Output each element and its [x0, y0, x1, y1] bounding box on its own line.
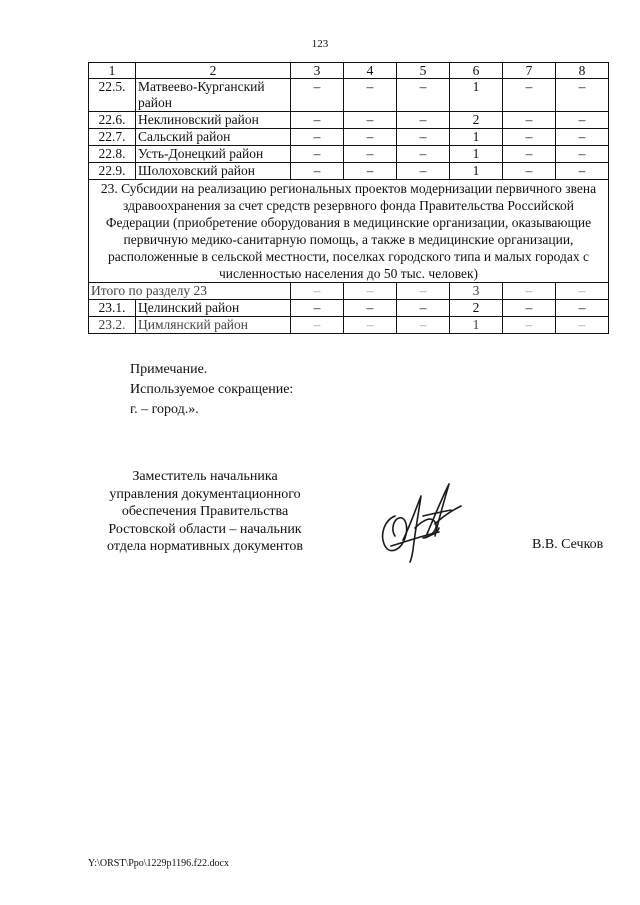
value-cell: – [344, 79, 397, 112]
row-number: 23.1. [89, 300, 136, 317]
signatory-title-line: Ростовской области – начальник [108, 521, 302, 537]
value-cell: – [344, 112, 397, 129]
value-cell: – [556, 79, 609, 112]
value-cell: – [556, 129, 609, 146]
header-cell: 5 [397, 63, 450, 79]
value-cell: – [397, 146, 450, 163]
table-row [89, 300, 609, 317]
header-cell: 4 [344, 63, 397, 79]
value-cell: – [503, 300, 556, 317]
value-cell: – [503, 146, 556, 163]
district-name: Цимлянский район [136, 317, 291, 334]
value-cell: – [556, 146, 609, 163]
value-cell: – [503, 112, 556, 129]
district-name: Матвеево-Курганский район [136, 79, 291, 112]
total-label: Итого по разделу 23 [89, 283, 291, 300]
row-number: 22.7. [89, 129, 136, 146]
district-name: Шолоховский район [136, 163, 291, 180]
section-title: 23. Субсидии на реализацию региональных проектов модернизации первичного звена здравоохранения за счет средств резервного фонда Правительства Российской Федерации (приобретение оборудования в медицинские организации, оказывающие первичную медико-санитарную помощь, а также в медицинские организации, расположенные в сельской местности, поселках городского типа и малых городах с численностью населения до 50 тыс. человек) [89, 180, 609, 283]
value-cell: – [556, 283, 609, 300]
table-header-row [89, 63, 609, 79]
table-row [89, 163, 609, 180]
header-cell: 7 [503, 63, 556, 79]
value-cell: – [397, 283, 450, 300]
value-cell: – [344, 146, 397, 163]
value-cell: – [397, 79, 450, 112]
district-name: Сальский район [136, 129, 291, 146]
row-number: 22.9. [89, 163, 136, 180]
handwritten-signature-icon [365, 476, 475, 566]
value-cell: – [503, 163, 556, 180]
file-path: Y:\ORST\Ppo\1229p1196.f22.docx [88, 858, 229, 869]
value-cell: – [344, 163, 397, 180]
row-number: 22.6. [89, 112, 136, 129]
page-number: 123 [311, 38, 329, 50]
value-cell: 3 [450, 283, 503, 300]
note-title: Примечание. [130, 362, 208, 377]
value-cell: – [503, 79, 556, 112]
value-cell: – [344, 283, 397, 300]
value-cell: – [556, 112, 609, 129]
signatory-title-line: управления документационного [109, 486, 301, 502]
data-table [88, 62, 609, 334]
value-cell: 2 [450, 112, 503, 129]
table-row [89, 146, 609, 163]
signatory-title-line: Заместитель начальника [132, 469, 278, 484]
district-name: Неклиновский район [136, 112, 291, 129]
table-row [89, 317, 609, 334]
value-cell: – [291, 79, 344, 112]
value-cell: – [503, 283, 556, 300]
total-row [89, 283, 609, 300]
row-number: 22.5. [89, 79, 136, 112]
row-number: 22.8. [89, 146, 136, 163]
value-cell: – [291, 300, 344, 317]
header-cell: 3 [291, 63, 344, 79]
value-cell: – [291, 146, 344, 163]
row-number: 23.2. [89, 317, 136, 334]
header-cell: 8 [556, 63, 609, 79]
table-row [89, 79, 609, 112]
value-cell: – [503, 317, 556, 334]
value-cell: – [556, 163, 609, 180]
value-cell: – [291, 163, 344, 180]
value-cell: – [291, 112, 344, 129]
value-cell: – [344, 129, 397, 146]
value-cell: – [397, 317, 450, 334]
value-cell: – [291, 129, 344, 146]
district-name: Целинский район [136, 300, 291, 317]
note-block [130, 360, 293, 420]
value-cell: – [344, 300, 397, 317]
value-cell: 1 [450, 79, 503, 112]
value-cell: – [397, 300, 450, 317]
value-cell: 1 [450, 317, 503, 334]
table-row [89, 112, 609, 129]
value-cell: – [556, 300, 609, 317]
value-cell: – [556, 317, 609, 334]
section-row [89, 180, 609, 283]
signatory-name: В.В. Сечков [532, 537, 604, 552]
header-cell: 2 [136, 63, 291, 79]
value-cell: – [397, 129, 450, 146]
note-line: г. – город.». [130, 402, 199, 417]
note-line: Используемое сокращение: [130, 382, 294, 397]
value-cell: 2 [450, 300, 503, 317]
value-cell: – [291, 283, 344, 300]
header-cell: 1 [89, 63, 136, 79]
value-cell: – [344, 317, 397, 334]
signatory-title-line: обеспечения Правительства [121, 504, 289, 519]
value-cell: – [503, 129, 556, 146]
value-cell: – [291, 317, 344, 334]
header-cell: 6 [450, 63, 503, 79]
signatory-title-line: отдела нормативных документов [107, 539, 303, 554]
district-name: Усть-Донецкий район [136, 146, 291, 163]
value-cell: 1 [450, 129, 503, 146]
value-cell: – [397, 112, 450, 129]
signatory-title [90, 468, 320, 556]
value-cell: 1 [450, 146, 503, 163]
value-cell: 1 [450, 163, 503, 180]
value-cell: – [397, 163, 450, 180]
table-row [89, 129, 609, 146]
